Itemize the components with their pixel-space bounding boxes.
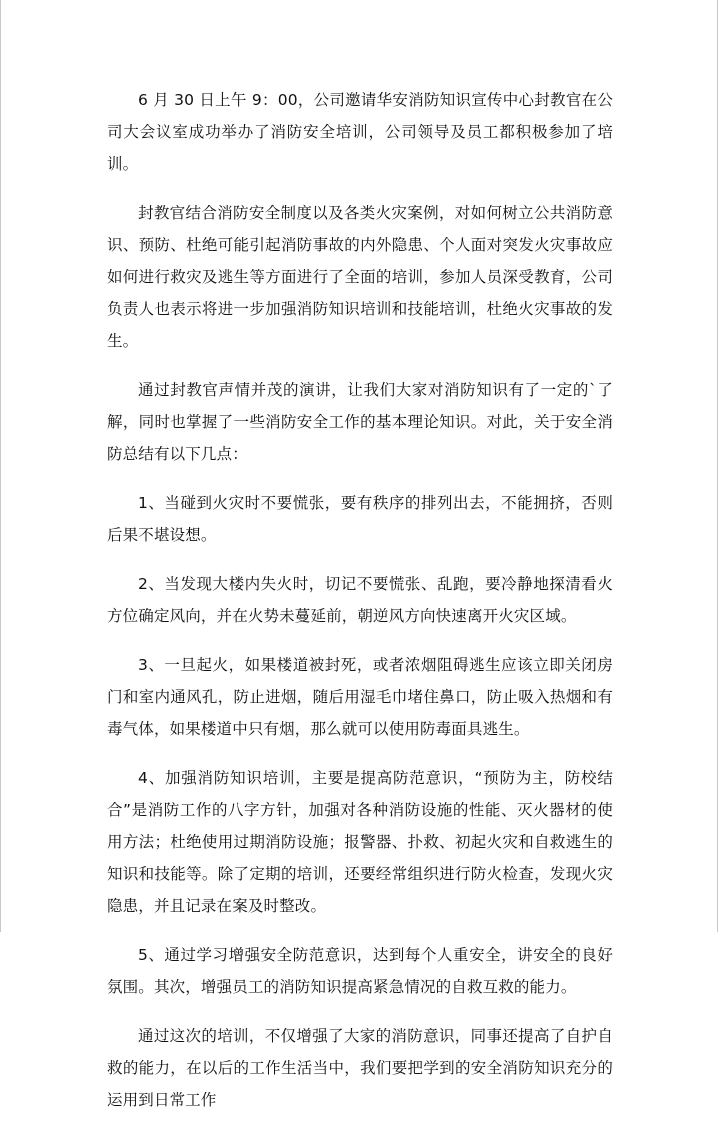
- paragraph-conclusion: 通过这次的培训，不仅增强了大家的消防意识，同事还提高了自护自救的能力，在以后的工作生活当中，我们要把学到的安全消防知识充分的运用到日常工作: [107, 1027, 613, 1109]
- paragraph-point-3: 3、一旦起火，如果楼道被封死，或者浓烟阻碍逃生应该立即关闭房门和室内通风孔，防止进烟，随后用湿毛巾堵住鼻口，防止吸入热烟和有毒气体，如果楼道中只有烟，那么就可以使用防毒面具逃生。: [107, 656, 613, 738]
- paragraph-point-4: 4、加强消防知识培训，主要是提高防范意识，“预防为主，防校结合”是消防工作的八字方针，加强对各种消防设施的性能、灭火器材的使用方法；杜绝使用过期消防设施；报警器、扑救、初起火灾和自救逃生的知识和技能等。除了定期的培训，还要经常组织进行防火检查，发现火灾隐患，并且记录在案及时整改。: [107, 769, 613, 915]
- paragraph-point-1: 1、当碰到火灾时不要慌张，要有秩序的排列出去，不能拥挤，否则后果不堪设想。: [107, 494, 613, 544]
- document-body: [107, 84, 613, 1133]
- paragraph-intro: 6 月 30 日上午 9：00，公司邀请华安消防知识宣传中心封教官在公司大会议室成功举办了消防安全培训，公司领导及员工都积极参加了培训。: [107, 91, 613, 173]
- paragraph-summary-intro: 通过封教官声情并茂的演讲，让我们大家对消防知识有了一定的`了解，同时也掌握了一些消防安全工作的基本理论知识。对此，关于安全消防总结有以下几点：: [107, 381, 613, 463]
- paragraph-training-content: 封教官结合消防安全制度以及各类火灾案例，对如何树立公共消防意识、预防、杜绝可能引起消防事故的内外隐患、个人面对突发火灾事故应如何进行救灾及逃生等方面进行了全面的培训，参加人员深受教育，公司负责人也表示将进一步加强消防知识培训和技能培训，杜绝火灾事故的发生。: [107, 204, 613, 350]
- paragraph-point-5: 5、通过学习增强安全防范意识，达到每个人重安全，讲安全的良好氛围。其次，增强员工的消防知识提高紧急情况的自救互救的能力。: [107, 946, 613, 996]
- paragraph-point-2: 2、当发现大楼内失火时，切记不要慌张、乱跑，要冷静地探清看火方位确定风向，并在火势未蔓延前，朝逆风方向快速离开火灾区域。: [107, 575, 613, 625]
